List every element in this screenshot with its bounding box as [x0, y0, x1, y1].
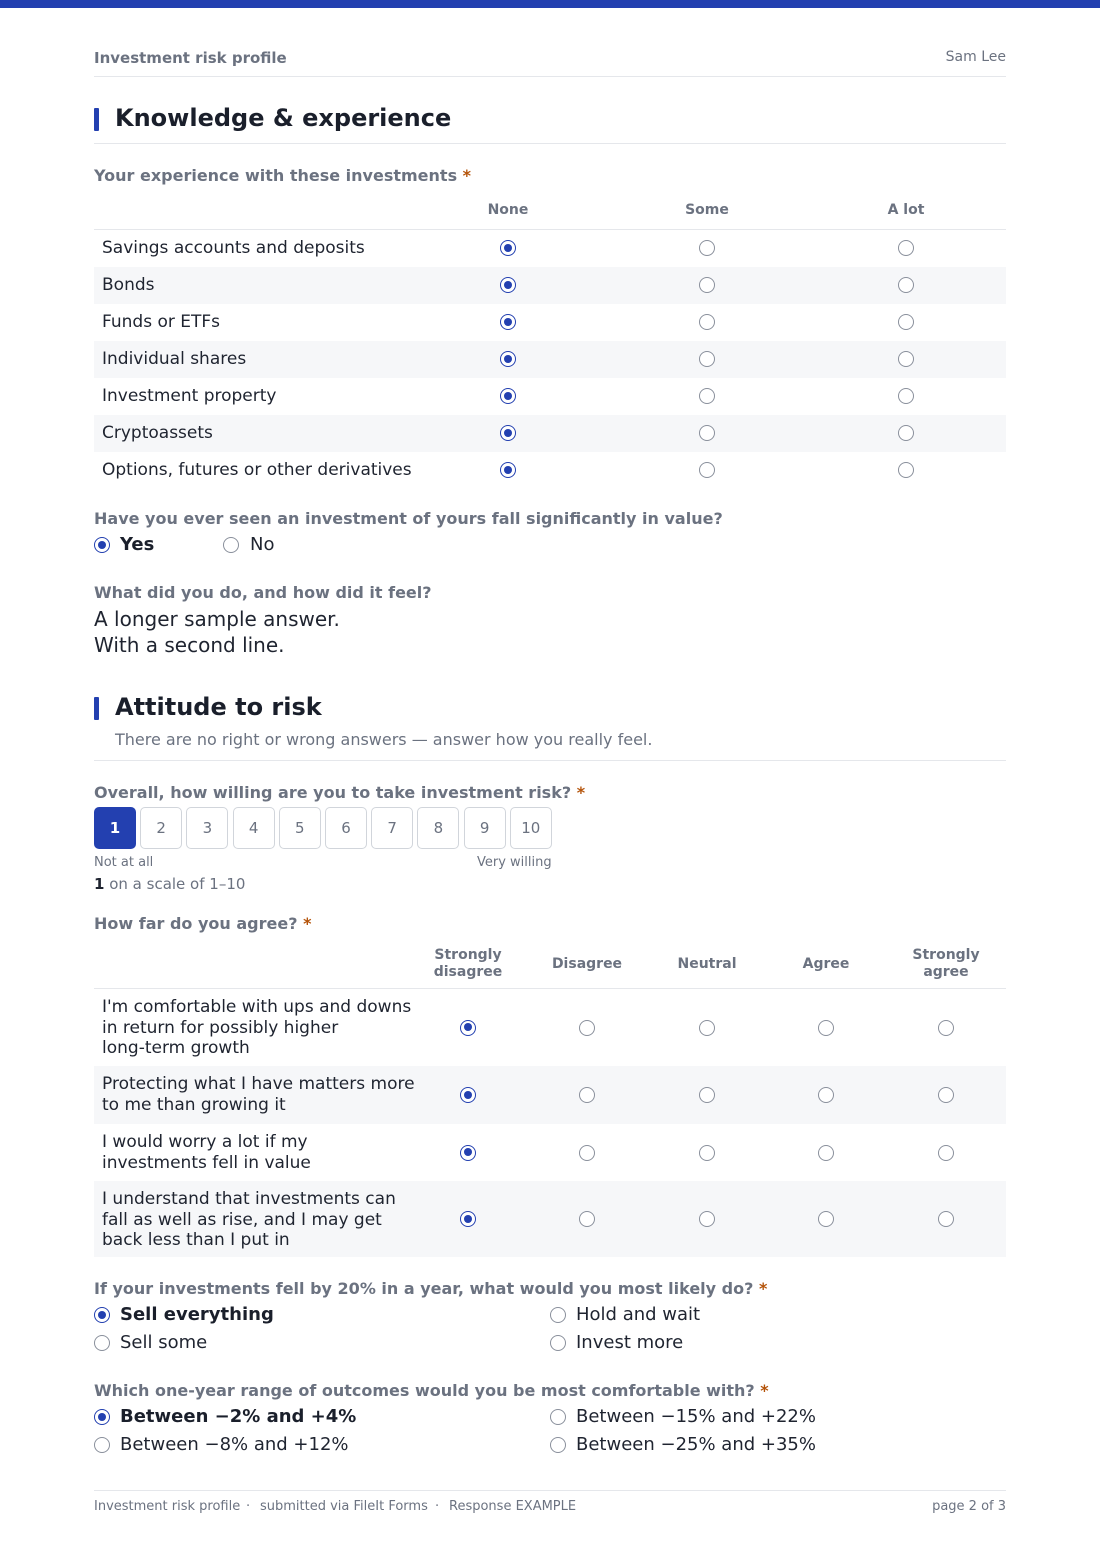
row-label: Funds or ETFs — [102, 312, 221, 332]
agree-radio[interactable] — [579, 1020, 595, 1036]
section-attitude-to-risk — [94, 693, 1006, 761]
scale-option-10[interactable]: 10 — [510, 807, 552, 849]
table-row — [94, 378, 1006, 415]
agree-radio[interactable] — [699, 1211, 715, 1227]
top-accent-bar — [0, 0, 1100, 8]
table-row — [94, 415, 1006, 452]
experience-radio[interactable] — [699, 314, 715, 330]
row-label-line: Protecting what I have matters more — [102, 1074, 415, 1094]
agree-radio[interactable] — [818, 1087, 834, 1103]
scale-option-7[interactable]: 7 — [371, 807, 413, 849]
form-title: Investment risk profile — [94, 49, 287, 67]
answer-line: A longer sample answer. — [94, 607, 340, 631]
table-row — [94, 452, 1006, 489]
willing-question-label: Overall, how willing are you to take investment risk? * — [94, 783, 586, 802]
user-name: Sam Lee — [945, 49, 1006, 65]
scale-option-8[interactable]: 8 — [417, 807, 459, 849]
page-footer — [94, 1490, 1006, 1514]
section-accent — [94, 697, 99, 720]
scale-option-2[interactable]: 2 — [140, 807, 182, 849]
fall20-question-label: If your investments fell by 20% in a year, what would you most likely do? * — [94, 1279, 768, 1298]
agree-radio[interactable] — [460, 1020, 476, 1036]
agree-radio[interactable] — [699, 1145, 715, 1161]
row-label: Investment property — [102, 386, 277, 406]
table-row — [94, 989, 1006, 1066]
scale-option-5[interactable]: 5 — [279, 807, 321, 849]
table-row — [94, 1066, 1006, 1124]
agree-radio[interactable] — [938, 1145, 954, 1161]
column-header — [408, 947, 528, 981]
scale-min-label: Not at all — [94, 855, 154, 870]
experience-radio[interactable] — [500, 240, 516, 256]
experience-radio[interactable] — [898, 351, 914, 367]
scale-option-1[interactable]: 1 — [94, 807, 136, 849]
fall-option-label: No — [250, 534, 275, 555]
footer-separator: · — [435, 1499, 440, 1514]
experience-radio[interactable] — [699, 388, 715, 404]
column-header — [647, 956, 767, 973]
page-header — [94, 47, 1006, 77]
fall20-option-label: Hold and wait — [576, 1304, 701, 1325]
row-label — [102, 1074, 415, 1115]
column-header-line: Disagree — [551, 956, 623, 972]
range-option-label: Between −25% and +35% — [576, 1434, 816, 1455]
agree-radio[interactable] — [579, 1145, 595, 1161]
section-title: Knowledge & experience — [115, 104, 452, 132]
column-header — [527, 956, 647, 973]
experience-radio[interactable] — [898, 425, 914, 441]
experience-radio[interactable] — [898, 462, 914, 478]
range-option-radio[interactable] — [550, 1437, 566, 1453]
table-row — [94, 304, 1006, 341]
agree-radio[interactable] — [579, 1211, 595, 1227]
experience-radio[interactable] — [699, 462, 715, 478]
experience-radio[interactable] — [500, 277, 516, 293]
experience-radio[interactable] — [898, 240, 914, 256]
fall20-option-radio[interactable] — [94, 1335, 110, 1351]
row-label-line: back less than I put in — [102, 1230, 290, 1250]
scale-option-9[interactable]: 9 — [464, 807, 506, 849]
row-label-line: I'm comfortable with ups and downs — [102, 997, 412, 1017]
fall-option-radio[interactable] — [223, 537, 239, 553]
agree-radio[interactable] — [579, 1087, 595, 1103]
row-label-line: fall as well as rise, and I may get — [102, 1209, 382, 1230]
experience-radio[interactable] — [699, 277, 715, 293]
agree-radio[interactable] — [818, 1211, 834, 1227]
section-subtitle: There are no right or wrong answers — answer how you really feel. — [115, 730, 653, 749]
column-header — [886, 947, 1006, 981]
table-row — [94, 230, 1006, 267]
column-header: None — [487, 202, 529, 218]
row-label: Cryptoassets — [102, 423, 213, 443]
experience-radio[interactable] — [699, 425, 715, 441]
range-option-label: Between −15% and +22% — [576, 1406, 816, 1427]
row-label: Options, futures or other derivatives — [102, 460, 412, 480]
agree-radio[interactable] — [818, 1020, 834, 1036]
experience-radio[interactable] — [500, 351, 516, 367]
fall-question-label: Have you ever seen an investment of yours fall significantly in value? — [94, 509, 723, 528]
agree-radio[interactable] — [460, 1087, 476, 1103]
scale-summary-value: 1 — [94, 875, 105, 893]
section-accent — [94, 108, 99, 131]
row-label-line: to me than growing it — [102, 1094, 286, 1115]
feel-answer-text — [94, 606, 340, 658]
agree-radio[interactable] — [460, 1145, 476, 1161]
row-label-line: long-term growth — [102, 1038, 250, 1058]
agree-radio[interactable] — [818, 1145, 834, 1161]
range-option-radio[interactable] — [550, 1409, 566, 1425]
required-marker: * — [303, 914, 312, 933]
column-header-line: disagree — [433, 964, 503, 980]
scale-option-3[interactable]: 3 — [186, 807, 228, 849]
experience-question-label: Your experience with these investments * — [94, 166, 472, 185]
row-label-line: in return for possibly higher — [102, 1017, 339, 1038]
required-marker: * — [758, 1279, 768, 1298]
footer-response-ref: Response EXAMPLE — [449, 1499, 577, 1514]
column-header-line: Strongly — [434, 947, 502, 963]
footer-separator: · — [246, 1499, 251, 1514]
fall-option-label: Yes — [120, 534, 155, 555]
table-row — [94, 1124, 1006, 1181]
experience-radio[interactable] — [500, 388, 516, 404]
column-header-line: agree — [923, 964, 969, 980]
section-title: Attitude to risk — [115, 693, 322, 721]
row-label — [102, 1132, 311, 1173]
agree-radio[interactable] — [460, 1211, 476, 1227]
fall20-option-radio[interactable] — [550, 1307, 566, 1323]
required-marker: * — [576, 783, 586, 802]
experience-radio[interactable] — [500, 425, 516, 441]
row-label — [102, 997, 411, 1059]
scale-option-6[interactable]: 6 — [325, 807, 367, 849]
section-knowledge-experience — [94, 104, 1006, 144]
row-label: Savings accounts and deposits — [102, 238, 365, 258]
column-header-line: Agree — [802, 956, 850, 972]
fall20-option-radio[interactable] — [94, 1307, 110, 1323]
fall20-option-label: Sell some — [120, 1332, 208, 1353]
range-option-label: Between −2% and +4% — [120, 1406, 357, 1427]
experience-radio[interactable] — [699, 240, 715, 256]
experience-radio[interactable] — [500, 462, 516, 478]
experience-radio[interactable] — [898, 388, 914, 404]
table-row — [94, 341, 1006, 378]
fall-option-radio[interactable] — [94, 537, 110, 553]
agree-radio[interactable] — [699, 1087, 715, 1103]
answer-line: With a second line. — [94, 633, 285, 657]
range-question-label: Which one-year range of outcomes would you be most comfortable with? * — [94, 1381, 769, 1400]
column-header — [766, 956, 886, 973]
experience-radio[interactable] — [898, 314, 914, 330]
required-marker: * — [760, 1381, 769, 1400]
scale-max-label: Very willing — [477, 855, 552, 870]
range-option-label: Between −8% and +12% — [120, 1434, 349, 1455]
agree-radio[interactable] — [938, 1020, 954, 1036]
experience-radio[interactable] — [500, 314, 516, 330]
agree-radio[interactable] — [938, 1087, 954, 1103]
fall20-option-label: Sell everything — [120, 1304, 274, 1325]
experience-radio[interactable] — [699, 351, 715, 367]
column-header-line: Strongly — [912, 947, 980, 963]
required-marker: * — [462, 166, 472, 185]
column-header: Some — [685, 202, 729, 218]
agree-radio[interactable] — [938, 1211, 954, 1227]
scale-summary — [94, 875, 245, 893]
feel-question-label: What did you do, and how did it feel? — [94, 583, 432, 602]
table-row — [94, 1181, 1006, 1257]
row-label-line: investments fell in value — [102, 1152, 311, 1173]
column-header-line: Neutral — [677, 956, 737, 972]
fall20-option-radio[interactable] — [550, 1335, 566, 1351]
range-option-radio[interactable] — [94, 1409, 110, 1425]
row-label-line: I would worry a lot if my — [102, 1132, 308, 1152]
fall20-option-label: Invest more — [576, 1332, 684, 1353]
footer-page-number: page 2 of 3 — [932, 1499, 1006, 1514]
row-label: Bonds — [102, 275, 155, 295]
column-header: A lot — [887, 202, 925, 218]
row-label: Individual shares — [102, 349, 247, 369]
range-option-radio[interactable] — [94, 1437, 110, 1453]
agree-radio[interactable] — [699, 1020, 715, 1036]
row-label — [102, 1189, 396, 1251]
row-label-line: I understand that investments can — [102, 1189, 396, 1209]
footer-form-title: Investment risk profile — [94, 1499, 241, 1514]
agree-question-label: How far do you agree? * — [94, 914, 312, 933]
scale-option-4[interactable]: 4 — [233, 807, 275, 849]
footer-submitted-via: submitted via FileIt Forms — [260, 1499, 428, 1514]
table-row — [94, 267, 1006, 304]
experience-radio[interactable] — [898, 277, 914, 293]
scale-summary-text: on a scale of 1–10 — [109, 875, 246, 893]
